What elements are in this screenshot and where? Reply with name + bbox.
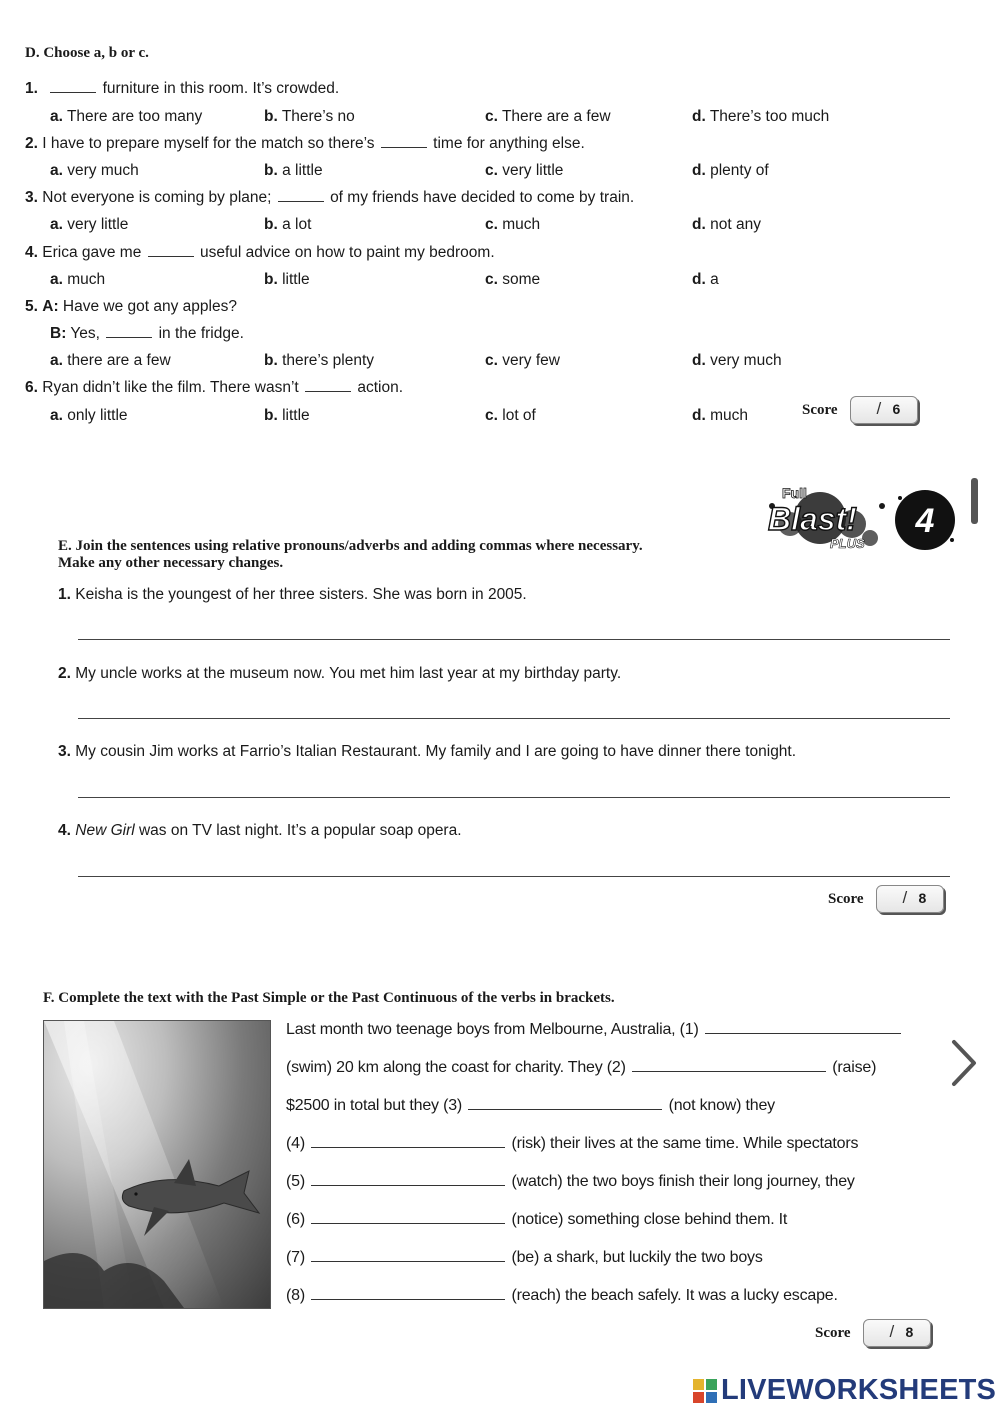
e-item-4: 4. New Girl was on TV last night. It’s a popular soap opera.	[58, 822, 462, 839]
question-5-line-a: 5. A: Have we got any apples?	[25, 298, 237, 315]
f-blank-2[interactable]	[632, 1070, 826, 1072]
f-line-4: (4) (risk) their lives at the same time. While spectators	[286, 1135, 859, 1152]
option-1c[interactable]: c. There are a few	[485, 108, 611, 125]
option-3a[interactable]: a. very little	[50, 216, 129, 233]
option-5c[interactable]: c. very few	[485, 352, 560, 369]
logo-blast-text: Blast!	[768, 501, 857, 537]
f-line-8: (8) (reach) the beach safely. It was a lucky escape.	[286, 1287, 838, 1304]
e-item-2: 2. My uncle works at the museum now. You met him last year at my birthday party.	[58, 665, 622, 682]
f-line-2: (swim) 20 km along the coast for charity. They (2) (raise)	[286, 1059, 877, 1076]
f-blank-7[interactable]	[311, 1260, 505, 1262]
f-blank-6[interactable]	[311, 1222, 505, 1224]
f-blank-5[interactable]	[311, 1184, 505, 1186]
answer-blank[interactable]	[278, 200, 324, 202]
shark-photo	[43, 1020, 271, 1309]
score-total: 6	[892, 401, 901, 417]
score-label: Score	[802, 401, 838, 418]
option-1a[interactable]: a. There are too many	[50, 108, 203, 125]
score-box: / 6	[850, 396, 918, 424]
option-4b[interactable]: b. little	[264, 271, 310, 288]
liveworksheets-text: LIVEWORKSHEETS	[721, 1374, 997, 1406]
answer-blank[interactable]	[148, 255, 194, 257]
option-5d[interactable]: d. very much	[692, 352, 782, 369]
option-1b[interactable]: b. There’s no	[264, 108, 355, 125]
e-item-3: 3. My cousin Jim works at Farrio’s Italian Restaurant. My family and I are going to have dinner there tonight.	[58, 743, 797, 760]
question-1	[25, 80, 339, 98]
option-1d[interactable]: d. There’s too much	[692, 108, 830, 125]
liveworksheets-logo[interactable]	[693, 1374, 996, 1407]
score-box: / 8	[876, 885, 944, 913]
option-3d[interactable]: d. not any	[692, 216, 761, 233]
option-6a[interactable]: a. only little	[50, 407, 128, 424]
question-text: furniture in this room. It’s crowded.	[102, 80, 340, 97]
e-answer-line-3[interactable]	[78, 797, 950, 798]
question-5-line-b: B: Yes, in the fridge.	[50, 325, 244, 342]
f-line-6: (6) (notice) something close behind them. It	[286, 1211, 788, 1228]
option-2d[interactable]: d. plenty of	[692, 162, 769, 179]
next-page-chevron-icon[interactable]	[948, 1038, 978, 1088]
score-f: Score / 8	[815, 1319, 931, 1347]
option-2a[interactable]: a. very much	[50, 162, 139, 179]
question-2: 2. I have to prepare myself for the match so there’s time for anything else.	[25, 135, 585, 152]
liveworksheets-icon	[693, 1379, 717, 1403]
option-3b[interactable]: b. a lot	[264, 216, 312, 233]
section-d-heading: D. Choose a, b or c.	[25, 45, 149, 61]
f-blank-1[interactable]	[705, 1032, 901, 1034]
option-6d[interactable]: d. much	[692, 407, 748, 424]
e-answer-line-4[interactable]	[78, 876, 950, 877]
score-d	[802, 396, 918, 424]
f-blank-8[interactable]	[311, 1298, 505, 1300]
question-number: 1.	[25, 80, 38, 97]
answer-blank[interactable]	[381, 146, 427, 148]
e-item-1: 1. Keisha is the youngest of her three sisters. She was born in 2005.	[58, 586, 527, 603]
option-4d[interactable]: d. a	[692, 271, 719, 288]
answer-blank[interactable]	[106, 336, 152, 338]
option-5a[interactable]: a. there are a few	[50, 352, 171, 369]
option-2b[interactable]: b. a little	[264, 162, 323, 179]
question-6: 6. Ryan didn’t like the film. There wasn’t action.	[25, 379, 403, 396]
question-4: 4. Erica gave me useful advice on how to paint my bedroom.	[25, 244, 495, 261]
logo-number: 4	[915, 502, 935, 540]
option-6b[interactable]: b. little	[264, 407, 310, 424]
answer-blank[interactable]	[305, 390, 351, 392]
option-6c[interactable]: c. lot of	[485, 407, 536, 424]
full-blast-plus-logo	[760, 480, 960, 560]
f-blank-4[interactable]	[311, 1146, 505, 1148]
f-line-1: Last month two teenage boys from Melbourne, Australia, (1)	[286, 1021, 903, 1039]
f-line-7: (7) (be) a shark, but luckily the two boys	[286, 1249, 763, 1266]
score-e: Score / 8	[828, 885, 944, 913]
option-5b[interactable]: b. there’s plenty	[264, 352, 375, 369]
score-box: / 8	[863, 1319, 931, 1347]
e-answer-line-2[interactable]	[78, 718, 950, 719]
e-answer-line-1[interactable]	[78, 639, 950, 640]
logo-number-badge	[895, 490, 955, 550]
logo-plus-text: PLUS	[830, 536, 865, 551]
section-e-heading: E. Join the sentences using relative pronouns/adverbs and adding commas where necessary. Make any other necessary changes.	[58, 538, 643, 571]
question-3: 3. Not everyone is coming by plane; of my friends have decided to come by train.	[25, 189, 635, 206]
f-line-5: (5) (watch) the two boys finish their long journey, they	[286, 1173, 855, 1190]
logo-full-text: Full	[782, 485, 807, 501]
option-2c[interactable]: c. very little	[485, 162, 564, 179]
section-f-heading: F. Complete the text with the Past Simple or the Past Continuous of the verbs in brackets.	[43, 990, 615, 1006]
answer-blank[interactable]	[50, 91, 96, 93]
option-3c[interactable]: c. much	[485, 216, 541, 233]
show-title: New Girl	[75, 822, 135, 839]
option-4a[interactable]: a. much	[50, 271, 106, 288]
side-scroll-tab[interactable]	[971, 478, 978, 524]
option-4c[interactable]: c. some	[485, 271, 541, 288]
f-blank-3[interactable]	[468, 1108, 662, 1110]
f-line-3: $2500 in total but they (3) (not know) they	[286, 1097, 775, 1114]
